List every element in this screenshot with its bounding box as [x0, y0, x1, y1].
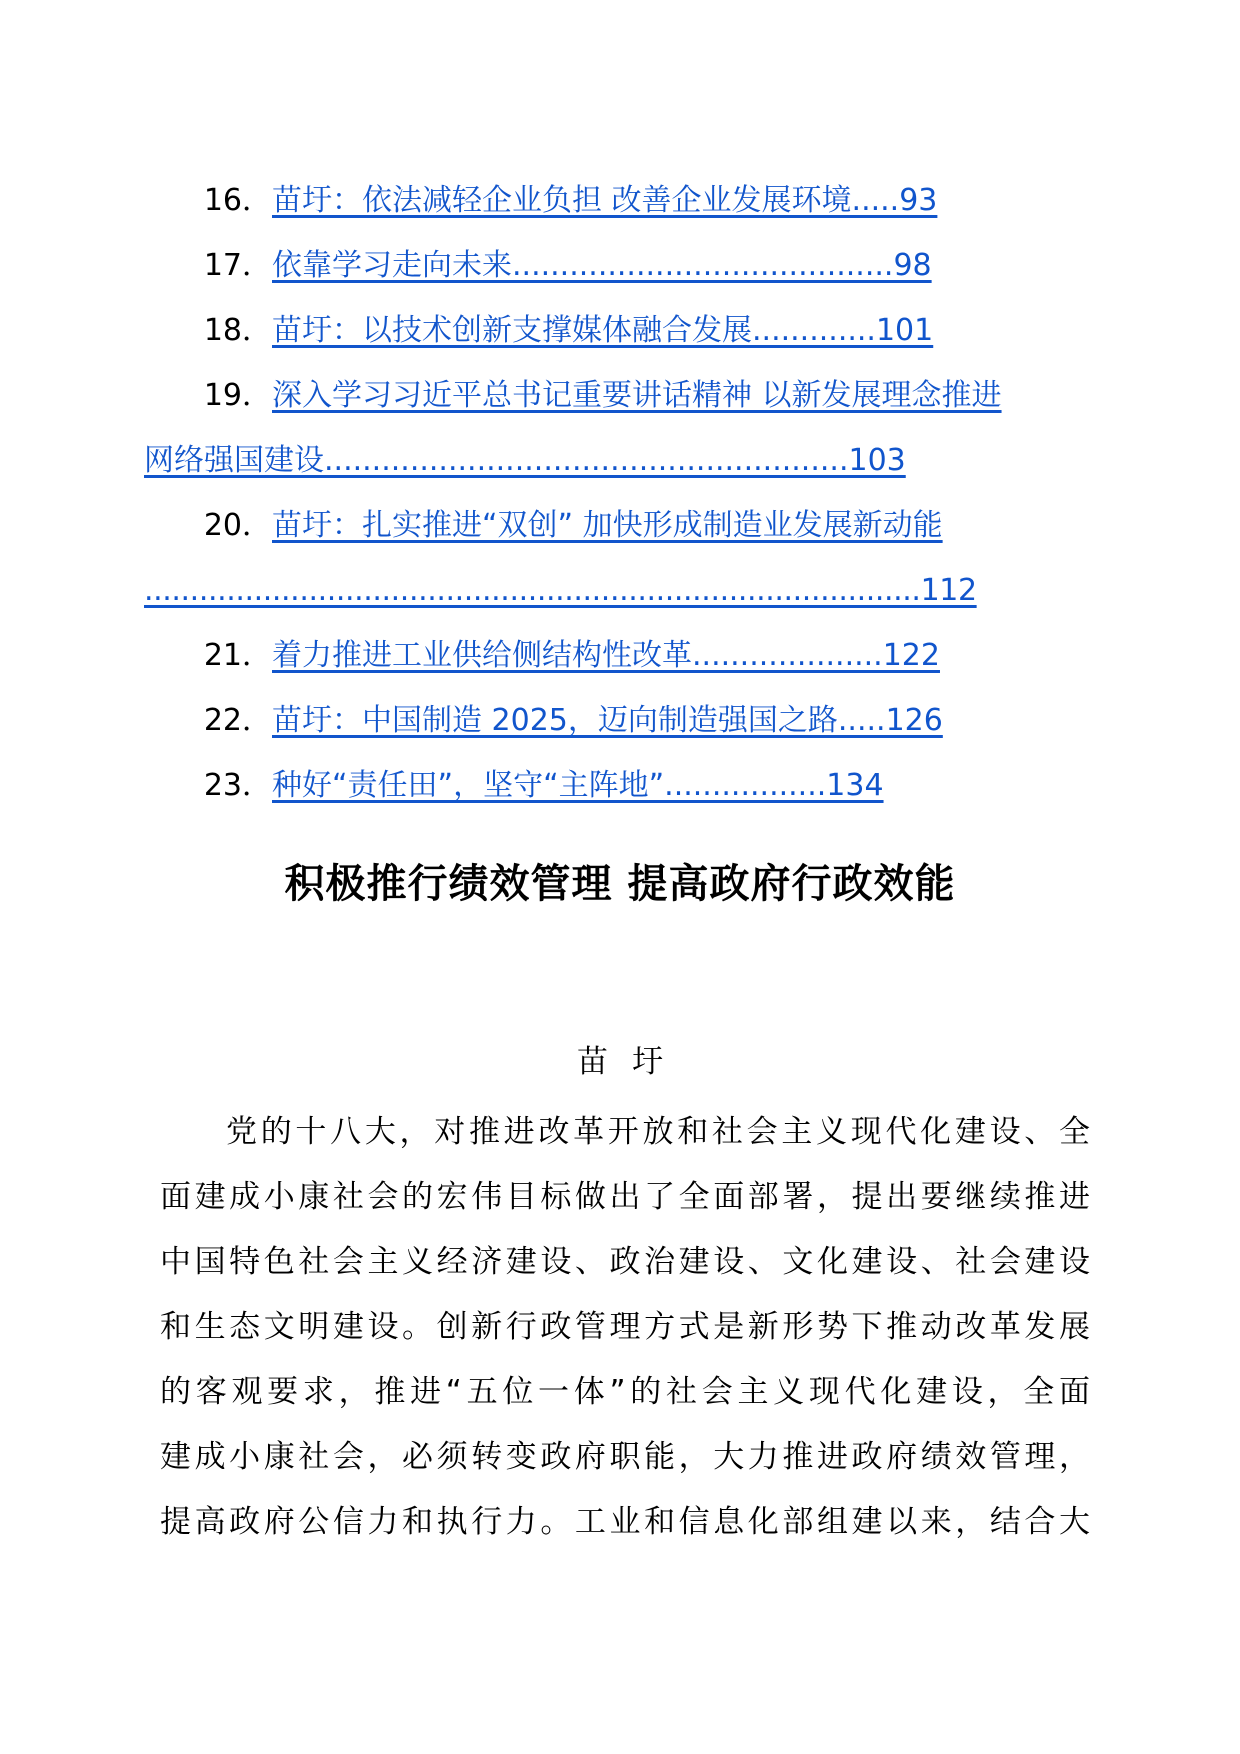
- toc-entry-number: 16．: [203, 183, 272, 218]
- article-author: 苗圩: [577, 1044, 687, 1080]
- article-body: [160, 1100, 1090, 1555]
- toc-entry-link[interactable]: 着力推进工业供给侧结构性改革....................122: [272, 638, 940, 673]
- toc-entry-number: 21．: [203, 638, 272, 673]
- toc-entry-link[interactable]: 苗圩：依法减轻企业负担 改善企业发展环境.....93: [272, 183, 938, 218]
- toc-entry-20-continued[interactable]: [144, 558, 1090, 623]
- toc-entry-link[interactable]: 网络强国建设.......................................................103: [144, 443, 906, 478]
- body-line: 建成小康社会，必须转变政府职能，大力推进政府绩效管理，: [160, 1439, 1090, 1475]
- article-title: 积极推行绩效管理 提高政府行政效能: [284, 861, 956, 907]
- toc-entry-18[interactable]: [160, 298, 1090, 363]
- table-of-contents: [144, 168, 1090, 818]
- toc-entry-link[interactable]: .....................................................................................112: [144, 573, 977, 608]
- toc-entry-link[interactable]: 苗圩：扎实推进“双创” 加快形成制造业发展新动能: [272, 508, 943, 543]
- toc-entry-17[interactable]: [160, 233, 1090, 298]
- body-line: 中国特色社会主义经济建设、政治建设、文化建设、社会建设: [160, 1244, 1090, 1280]
- body-line: 的客观要求，推进“五位一体”的社会主义现代化建设，全面: [160, 1374, 1090, 1410]
- toc-entry-21[interactable]: [160, 623, 1090, 688]
- body-line: 和生态文明建设。创新行政管理方式是新形势下推动改革发展: [160, 1309, 1090, 1345]
- toc-entry-link[interactable]: 苗圩：中国制造 2025，迈向制造强国之路.....126: [272, 703, 943, 738]
- toc-entry-number: 18．: [203, 313, 272, 348]
- toc-entry-19-continued[interactable]: [144, 428, 1090, 493]
- toc-entry-link[interactable]: 种好“责任田”，坚守“主阵地”.................134: [272, 768, 884, 803]
- toc-entry-22[interactable]: [160, 688, 1090, 753]
- toc-entry-number: 23．: [203, 768, 272, 803]
- body-line: 党的十八大，对推进改革开放和社会主义现代化建设、全: [226, 1114, 1090, 1150]
- toc-entry-link[interactable]: 苗圩：以技术创新支撑媒体融合发展.............101: [272, 313, 934, 348]
- toc-entry-number: 19．: [203, 378, 272, 413]
- toc-entry-19[interactable]: [160, 363, 1090, 428]
- toc-entry-link[interactable]: 依靠学习走向未来........................................98: [272, 248, 932, 283]
- toc-entry-20[interactable]: [160, 493, 1090, 558]
- body-line: 面建成小康社会的宏伟目标做出了全面部署，提出要继续推进: [160, 1179, 1090, 1215]
- toc-entry-number: 17．: [203, 248, 272, 283]
- body-line: 提高政府公信力和执行力。工业和信息化部组建以来，结合大: [160, 1504, 1090, 1540]
- toc-entry-16[interactable]: [160, 168, 1090, 233]
- toc-entry-23[interactable]: [160, 753, 1090, 818]
- toc-entry-link[interactable]: 深入学习习近平总书记重要讲话精神 以新发展理念推进: [272, 378, 1002, 413]
- toc-entry-number: 20．: [203, 508, 272, 543]
- toc-entry-number: 22．: [203, 703, 272, 738]
